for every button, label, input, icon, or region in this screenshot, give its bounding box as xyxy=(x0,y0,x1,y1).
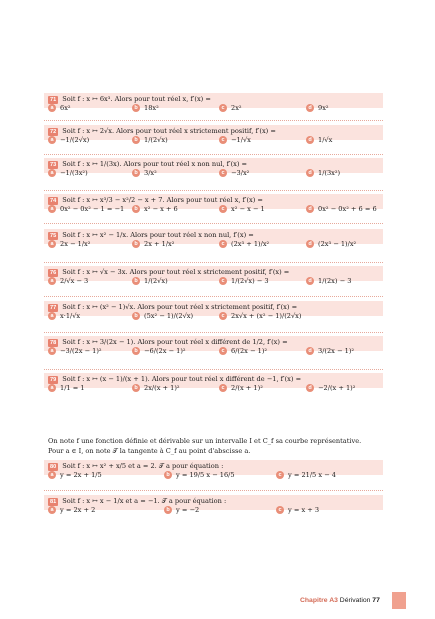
question-number: 76 xyxy=(50,270,57,276)
question-73 xyxy=(48,159,385,183)
option-text: 2x/(x + 1)² xyxy=(144,384,180,392)
option-text: y = −2 xyxy=(176,506,200,514)
option-text: 0x² − 0x² + 6 = 6 xyxy=(318,205,377,213)
option-text: −1/(2√x) xyxy=(60,136,90,144)
option-letter: d xyxy=(306,277,314,285)
question-stem: Soit f : x ↦ x³/3 − x²/2 − x + 7. Alors pour tout réel x, f′(x) = xyxy=(62,196,263,204)
option-text: y = 2x + 1/5 xyxy=(60,471,102,479)
option-b[interactable] xyxy=(132,104,159,112)
option-text: 2x − 1/x² xyxy=(60,240,91,248)
option-c[interactable] xyxy=(219,277,269,285)
page-tab-marker xyxy=(392,592,406,609)
option-letter: d xyxy=(306,205,314,213)
option-letter: d xyxy=(306,136,314,144)
option-text: −2/(x + 1)² xyxy=(318,384,356,392)
option-a[interactable] xyxy=(48,277,88,285)
option-letter: c xyxy=(276,506,284,514)
option-letter: a xyxy=(48,471,56,479)
option-a[interactable] xyxy=(48,506,95,514)
question-80 xyxy=(48,461,385,485)
option-c[interactable] xyxy=(276,506,319,514)
option-c[interactable] xyxy=(219,347,267,355)
option-b[interactable] xyxy=(132,240,174,248)
option-letter: a xyxy=(48,277,56,285)
option-d[interactable] xyxy=(306,169,340,177)
question-78 xyxy=(48,337,385,361)
question-stem: Soit f : x ↦ 3/(2x − 1). Alors pour tout réel x différent de 1/2, f′(x) = xyxy=(62,338,288,346)
option-letter: d xyxy=(306,240,314,248)
option-c[interactable] xyxy=(219,205,265,213)
option-letter: b xyxy=(132,384,140,392)
option-c[interactable] xyxy=(219,104,242,112)
option-text: 1/(2x) − 3 xyxy=(318,277,352,285)
option-text: 2x + 1/x² xyxy=(144,240,175,248)
option-a[interactable] xyxy=(48,312,80,320)
question-stem: Soit f : x ↦ 1/(3x). Alors pour tout réel x non nul, f′(x) = xyxy=(62,160,248,168)
option-text: 1/(2√x) xyxy=(144,277,168,285)
option-text: 3/x² xyxy=(144,169,157,177)
intro-line-1: On note f une fonction définie et dérivable sur un intervalle I et C_f sa courbe représentative. xyxy=(48,437,362,445)
option-letter: b xyxy=(132,136,140,144)
option-letter: a xyxy=(48,384,56,392)
option-letter: c xyxy=(219,104,227,112)
option-text: −1/(3x²) xyxy=(60,169,88,177)
option-b[interactable] xyxy=(132,205,178,213)
option-letter: b xyxy=(132,277,140,285)
option-d[interactable] xyxy=(306,277,351,285)
option-a[interactable] xyxy=(48,347,102,355)
option-letter: a xyxy=(48,104,56,112)
option-text: y = 19/5 x − 16/5 xyxy=(176,471,235,479)
question-number: 72 xyxy=(50,129,57,135)
option-b[interactable] xyxy=(132,277,168,285)
option-letter: b xyxy=(132,312,140,320)
divider xyxy=(44,490,383,491)
divider xyxy=(44,190,383,191)
question-71 xyxy=(48,94,385,118)
option-a[interactable] xyxy=(48,169,88,177)
question-number: 73 xyxy=(50,162,57,168)
question-72 xyxy=(48,126,385,150)
option-b[interactable] xyxy=(132,312,193,320)
option-d[interactable] xyxy=(306,104,329,112)
option-b[interactable] xyxy=(132,347,186,355)
option-text: 2/(x + 1)² xyxy=(231,384,263,392)
option-letter: b xyxy=(132,240,140,248)
divider xyxy=(44,262,383,263)
option-text: 3/(2x − 1)² xyxy=(318,347,355,355)
option-text: 1/(2√x) xyxy=(144,136,168,144)
option-text: 6/(2x − 1)² xyxy=(231,347,268,355)
option-text: y = 2x + 2 xyxy=(60,506,96,514)
option-d[interactable] xyxy=(306,205,377,213)
option-d[interactable] xyxy=(306,384,355,392)
option-text: 18x² xyxy=(144,104,159,112)
option-text: 0x² − 0x² − 1 = −1 xyxy=(60,205,125,213)
option-text: (2x³ − 1)/x² xyxy=(318,240,357,248)
question-number: 77 xyxy=(50,305,57,311)
question-stem: Soit f : x ↦ x² + x/5 et a = 2. 𝒯 a pour équation : xyxy=(62,462,224,470)
option-a[interactable] xyxy=(48,471,102,479)
option-letter: a xyxy=(48,312,56,320)
question-79 xyxy=(48,374,385,398)
option-letter: c xyxy=(219,136,227,144)
option-a[interactable] xyxy=(48,205,124,213)
option-a[interactable] xyxy=(48,384,85,392)
option-c[interactable] xyxy=(219,136,251,144)
option-d[interactable] xyxy=(306,136,332,144)
option-letter: b xyxy=(132,205,140,213)
option-text: x·1/√x xyxy=(60,312,81,320)
option-letter: a xyxy=(48,169,56,177)
intro-line-2: Pour a ∈ I, on note 𝒯 la tangente à C_f au point d'abscisse a. xyxy=(48,447,251,455)
chapter-title: Dérivation xyxy=(339,597,371,604)
option-text: 1/1 = 1 xyxy=(60,384,85,392)
question-76 xyxy=(48,267,385,291)
question-number: 74 xyxy=(50,198,57,204)
option-c[interactable] xyxy=(276,471,336,479)
option-letter: d xyxy=(306,169,314,177)
option-letter: b xyxy=(132,104,140,112)
option-c[interactable] xyxy=(219,240,269,248)
option-letter: c xyxy=(219,205,227,213)
option-letter: a xyxy=(48,240,56,248)
option-text: −3/(2x − 1)² xyxy=(60,347,102,355)
question-number: 75 xyxy=(50,233,57,239)
option-letter: d xyxy=(306,384,314,392)
question-stem: Soit f : x ↦ x² − 1/x. Alors pour tout réel x non nul, f′(x) = xyxy=(62,231,254,239)
option-a[interactable] xyxy=(48,240,90,248)
divider xyxy=(44,223,383,224)
option-text: 6x² xyxy=(60,104,71,112)
option-c[interactable] xyxy=(219,312,301,320)
option-text: −1/√x xyxy=(231,136,251,144)
option-text: 1/(2√x) − 3 xyxy=(231,277,269,285)
option-letter: b xyxy=(132,169,140,177)
option-b[interactable] xyxy=(132,136,168,144)
option-d[interactable] xyxy=(306,347,354,355)
chapter-label: Chapitre A3 xyxy=(300,597,338,604)
option-c[interactable] xyxy=(219,384,263,392)
option-letter: c xyxy=(219,240,227,248)
page-number: 77 xyxy=(372,597,380,604)
question-stem: Soit f : x ↦ (x − 1)/(x + 1). Alors pour tout réel x différent de −1, f′(x) = xyxy=(62,375,302,383)
question-77 xyxy=(48,302,385,326)
option-letter: c xyxy=(219,312,227,320)
option-c[interactable] xyxy=(219,169,249,177)
option-text: x² − x + 6 xyxy=(144,205,178,213)
question-number: 81 xyxy=(50,499,57,505)
option-text: (2x³ + 1)/x² xyxy=(231,240,270,248)
option-letter: b xyxy=(164,506,172,514)
divider xyxy=(44,332,383,333)
option-letter: b xyxy=(164,471,172,479)
option-letter: b xyxy=(132,347,140,355)
option-a[interactable] xyxy=(48,104,71,112)
option-letter: d xyxy=(306,104,314,112)
option-d[interactable] xyxy=(306,240,356,248)
option-text: y = 21/5 x − 4 xyxy=(288,471,336,479)
question-number: 71 xyxy=(50,97,57,103)
divider xyxy=(44,296,383,297)
option-text: 1/(3x²) xyxy=(318,169,341,177)
option-text: −3/x² xyxy=(231,169,250,177)
divider xyxy=(44,154,383,155)
option-text: 9x² xyxy=(318,104,329,112)
divider xyxy=(44,369,383,370)
option-letter: c xyxy=(219,169,227,177)
option-b[interactable] xyxy=(164,506,199,514)
option-text: 2/√x − 3 xyxy=(60,277,89,285)
question-stem: Soit f : x ↦ 2√x. Alors pour tout réel x strictement positif, f′(x) = xyxy=(62,127,276,135)
option-text: 2x√x + (x² − 1)/(2√x) xyxy=(231,312,302,320)
option-letter: c xyxy=(219,347,227,355)
option-text: −6/(2x − 1)² xyxy=(144,347,186,355)
option-a[interactable] xyxy=(48,136,89,144)
section-intro xyxy=(48,436,378,456)
question-number: 80 xyxy=(50,464,57,470)
divider xyxy=(44,120,383,121)
option-text: y = x + 3 xyxy=(288,506,320,514)
page-footer xyxy=(300,597,380,604)
question-75 xyxy=(48,230,385,254)
question-stem: Soit f : x ↦ (x² − 1)√x. Alors pour tout réel x strictement positif, f′(x) = xyxy=(62,303,298,311)
question-74 xyxy=(48,195,385,219)
option-letter: a xyxy=(48,205,56,213)
question-number: 79 xyxy=(50,377,57,383)
option-letter: a xyxy=(48,506,56,514)
option-text: x² − x − 1 xyxy=(231,205,265,213)
option-letter: c xyxy=(276,471,284,479)
question-stem: Soit f : x ↦ x − 1/x et a = −1. 𝒯 a pour équation : xyxy=(62,497,227,505)
question-number: 78 xyxy=(50,340,57,346)
option-b[interactable] xyxy=(164,471,235,479)
option-letter: c xyxy=(219,384,227,392)
option-letter: a xyxy=(48,347,56,355)
option-b[interactable] xyxy=(132,169,157,177)
option-letter: a xyxy=(48,136,56,144)
option-letter: d xyxy=(306,347,314,355)
option-letter: c xyxy=(219,277,227,285)
option-text: 1/√x xyxy=(318,136,333,144)
option-text: 2x² xyxy=(231,104,242,112)
question-stem: Soit f : x ↦ √x − 3x. Alors pour tout réel x strictement positif, f′(x) = xyxy=(62,268,290,276)
option-b[interactable] xyxy=(132,384,180,392)
question-stem: Soit f : x ↦ 6x³. Alors pour tout réel x, f′(x) = xyxy=(62,95,211,103)
option-text: (5x² − 1)/(2√x) xyxy=(144,312,194,320)
question-81 xyxy=(48,496,385,520)
